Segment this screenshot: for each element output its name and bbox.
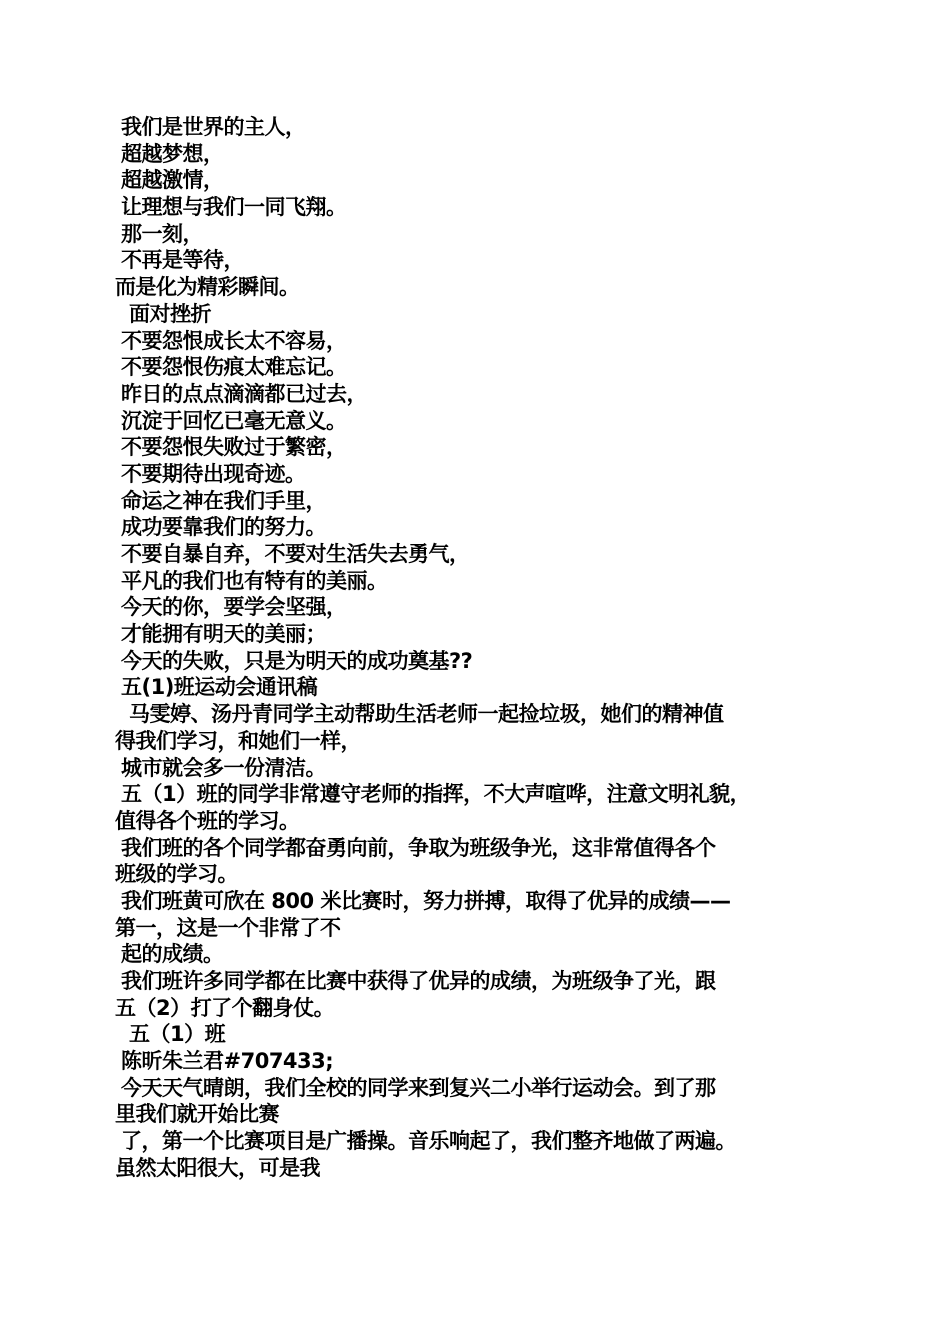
text-line: 我们班许多同学都在比赛中获得了优异的成绩，为班级争了光，跟 xyxy=(121,969,716,993)
text-line: 了，第一个比赛项目是广播操。音乐响起了，我们整齐地做了两遍。 xyxy=(121,1129,736,1154)
text-line: 不要怨恨失败过于繁密， xyxy=(121,435,347,460)
text-line: 命运之神在我们手里， xyxy=(121,488,326,513)
text-line: 今天天气晴朗，我们全校的同学来到复兴二小举行运动会。到了那 xyxy=(121,1075,716,1100)
text-line: 五（1）班的同学非常遵守老师的指挥，不大声喧哗，注意文明礼貌， xyxy=(121,782,751,807)
text-line: 班级的学习。 xyxy=(115,862,238,887)
text-line: 不要期待出现奇迹。 xyxy=(121,461,306,486)
text-line: 而是化为精彩瞬间。 xyxy=(115,275,300,300)
text-line: 超越梦想， xyxy=(121,141,224,166)
text-line: 不再是等待， xyxy=(121,248,244,273)
text-line: 沉淀于回忆已毫无意义。 xyxy=(121,408,347,433)
text-line: 让理想与我们一同飞翔。 xyxy=(121,195,347,220)
text-line: 才能拥有明天的美丽； xyxy=(121,622,326,647)
text-line: 不要怨恨伤痕太难忘记。 xyxy=(121,355,347,380)
text-line: 平凡的我们也有特有的美丽。 xyxy=(121,568,388,593)
text-line: 今天的你，要学会坚强， xyxy=(121,595,347,620)
text-line: 不要自暴自弃，不要对生活失去勇气， xyxy=(121,542,470,566)
text-line: 昨日的点点滴滴都已过去， xyxy=(121,381,367,406)
text-line: 我们班的各个同学都奋勇向前，争取为班级争光，这非常值得各个 xyxy=(121,835,716,860)
text-line: 五（2）打了个翻身仗。 xyxy=(115,995,335,1020)
text-line: 城市就会多一份清洁。 xyxy=(121,755,326,780)
text-line: 里我们就开始比赛 xyxy=(115,1102,279,1127)
text-line: 我们班黄可欣在 800 米比赛时，努力拼搏，取得了优异的成绩—— xyxy=(121,888,731,913)
text-line: 值得各个班的学习。 xyxy=(115,808,300,833)
text-line: 不要怨恨成长太不容易， xyxy=(121,328,347,353)
text-line: 第一，这是一个非常了不 xyxy=(115,915,341,940)
section-heading: 五(1)班运动会通讯稿 xyxy=(121,675,318,700)
text-line: 那一刻， xyxy=(121,221,203,246)
text-line: 马雯婷、汤丹青同学主动帮助生活老师一起捡垃圾，她们的精神值 xyxy=(129,702,724,727)
text-line: 起的成绩。 xyxy=(121,942,224,967)
text-line: 我们是世界的主人， xyxy=(121,115,306,139)
section-heading: 面对挫折 xyxy=(129,301,211,326)
text-line: 超越激情， xyxy=(121,168,224,193)
section-heading: 五（1）班 xyxy=(129,1022,226,1047)
text-line: 成功要靠我们的努力。 xyxy=(121,515,326,540)
text-line: 今天的失败，只是为明天的成功奠基?? xyxy=(121,648,473,673)
document-body xyxy=(115,114,850,1182)
text-line: 虽然太阳很大，可是我 xyxy=(115,1155,320,1180)
author-line: 陈昕朱兰君#707433; xyxy=(121,1049,334,1074)
text-line: 得我们学习，和她们一样， xyxy=(115,728,361,753)
